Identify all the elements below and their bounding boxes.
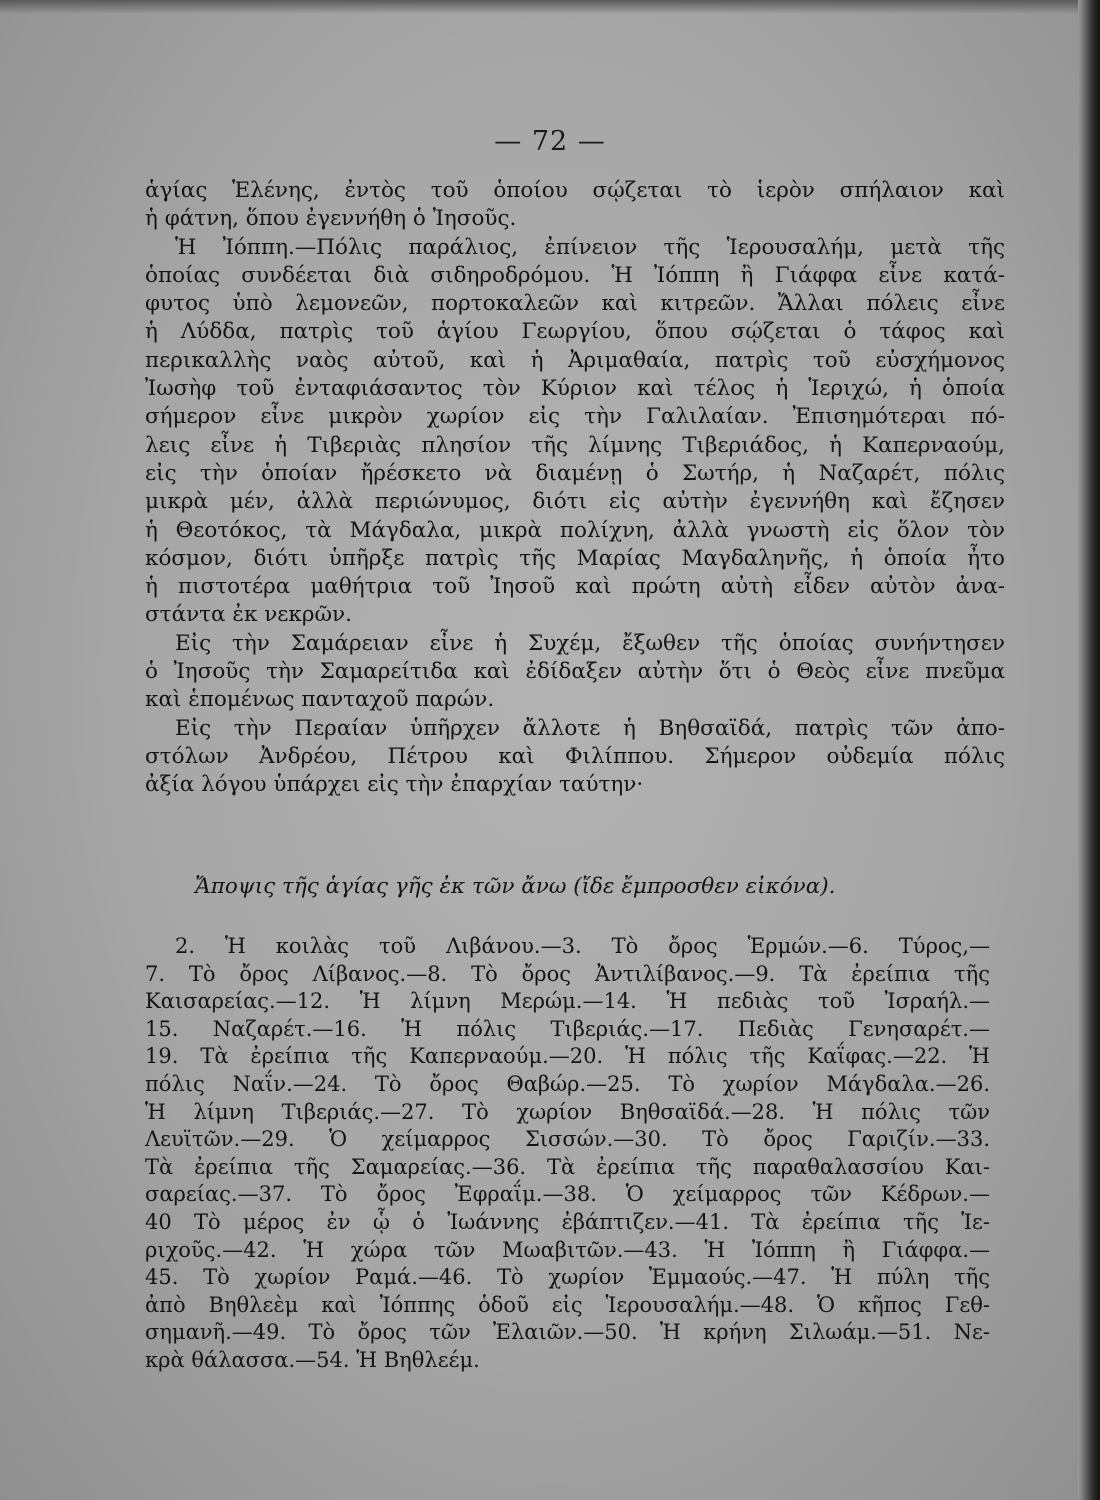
body-line: Εἰς τὴν Περαίαν ὑπῆρχεν ἄλλοτε ἡ Βηθσαϊδά, πατρὶς τῶν ἀπο- (175, 715, 1005, 741)
legend-line: σημανῆ.—49. Τὸ ὄρος τῶν Ἐλαιῶν.—50. Ἡ κρήνη Σιλωάμ.—51. Νε- (145, 1320, 990, 1345)
body-line: κόσμον, διότι ὑπῆρξε πατρὶς τῆς Μαρίας Μαγδαληνῆς, ἡ ὁποία ἦτο (145, 545, 1005, 571)
body-line: ἡ Θεοτόκος, τὰ Μάγδαλα, μικρὰ πολίχνη, ἀλλὰ γνωστὴ εἰς ὅλον τὸν (145, 517, 1005, 543)
page-number: — 72 — (494, 126, 606, 157)
body-line: ὁποίας συνδέεται διὰ σιδηροδρόμου. Ἡ Ἰόππη ἢ Γιάφφα εἶνε κατά- (145, 262, 1005, 288)
body-line: καὶ ἑπομένως πανταχοῦ παρών. (145, 687, 495, 713)
legend-line: 40 Τὸ μέρος ἐν ᾧ ὁ Ἰωάννης ἐβάπτιζεν.—41. Τὰ ἐρείπια τῆς Ἱε- (145, 1209, 990, 1234)
body-line: φυτος ὑπὸ λεμονεῶν, πορτοκαλεῶν καὶ κιτρεῶν. Ἄλλαι πόλεις εἶνε (145, 291, 1005, 317)
legend-line: ἀπὸ Βηθλεὲμ καὶ Ἰόππης ὁδοῦ εἰς Ἱερουσαλήμ.—48. Ὁ κῆπος Γεθ- (145, 1292, 990, 1317)
body-line: ἡ πιστοτέρα μαθήτρια τοῦ Ἰησοῦ καὶ πρώτη αὐτὴ εἶδεν αὐτὸν ἀνα- (145, 574, 1005, 600)
legend-line: κρὰ θάλασσα.—54. Ἡ Βηθλεέμ. (145, 1347, 480, 1372)
legend-line: Τὰ ἐρείπια τῆς Σαμαρείας.—36. Τὰ ἐρείπια τῆς παραθαλασσίου Και- (145, 1154, 990, 1179)
body-line: ὁ Ἰησοῦς τὴν Σαμαρείτιδα καὶ ἐδίδαξεν αὐτὴν ὅτι ὁ Θεὸς εἶνε πνεῦμα (145, 659, 1005, 685)
body-line: στόλων Ἀνδρέου, Πέτρου καὶ Φιλίππου. Σήμερον οὐδεμία πόλις (145, 743, 1005, 769)
body-line: περικαλλὴς ναὸς αὐτοῦ, καὶ ἡ Ἀριμαθαία, πατρὶς τοῦ εὐσχήμονος (145, 347, 1005, 373)
body-line: ἡ φάτνη, ὅπου ἐγεννήθη ὁ Ἰησοῦς. (145, 206, 517, 232)
body-line: ἁγίας Ἑλένης, ἐντὸς τοῦ ὁποίου σῴζεται τὸ ἱερὸν σπήλαιον καὶ (145, 178, 1005, 203)
legend-line: σαρείας.—37. Τὸ ὄρος Ἐφραΐμ.—38. Ὁ χείμαρρος τῶν Κέδρων.— (145, 1182, 990, 1207)
body-line: λεις εἶνε ἡ Τιβεριὰς πλησίον τῆς λίμνης Τιβεριάδος, ἡ Καπερναούμ, (145, 432, 1005, 458)
legend-line: πόλις Ναΐν.—24. Τὸ ὄρος Θαβώρ.—25. Τὸ χωρίον Μάγδαλα.—26. (145, 1071, 990, 1096)
legend-line: 7. Τὸ ὄρος Λίβανος.—8. Τὸ ὄρος Ἀντιλίβανος.—9. Τὰ ἐρείπια τῆς (145, 961, 990, 986)
page-binding-edge (1078, 0, 1100, 1500)
page-top-shadow (0, 0, 1100, 14)
body-line: στάντα ἐκ νεκρῶν. (145, 602, 352, 628)
legend-line: ριχοῦς.—42. Ἡ χώρα τῶν Μωαβιτῶν.—43. Ἡ Ἰόππη ἢ Γιάφφα.— (145, 1237, 990, 1262)
legend-line: 19. Τὰ ἐρείπια τῆς Καπερναούμ.—20. Ἡ πόλις τῆς Καΐφας.—22. Ἡ (145, 1044, 990, 1069)
body-line: Εἰς τὴν Σαμάρειαν εἶνε ἡ Συχέμ, ἔξωθεν τῆς ὁποίας συνήντησεν (175, 630, 1005, 656)
legend-line: 15. Ναζαρέτ.—16. Ἡ πόλις Τιβεριάς.—17. Πεδιὰς Γενησαρέτ.— (145, 1016, 990, 1041)
illustration-caption: Ἄποψις τῆς ἁγίας γῆς ἐκ τῶν ἄνω (ἴδε ἔμπροσθεν εἰκόνα). (195, 874, 836, 899)
body-line: ἡ Λύδδα, πατρὶς τοῦ ἁγίου Γεωργίου, ὅπου σῴζεται ὁ τάφος καὶ (145, 319, 1005, 345)
legend-line: 2. Ἡ κοιλὰς τοῦ Λιβάνου.—3. Τὸ ὄρος Ἑρμών.—6. Τύρος,— (175, 934, 990, 958)
illustration-legend (145, 933, 990, 1375)
legend-line: Ἡ λίμνη Τιβεριάς.—27. Τὸ χωρίον Βηθσαϊδά.—28. Ἡ πόλις τῶν (145, 1099, 990, 1124)
body-line: εἰς τὴν ὁποίαν ἤρέσκετο νὰ διαμένῃ ὁ Σωτήρ, ἡ Ναζαρέτ, πόλις (145, 460, 1005, 486)
legend-line: 45. Τὸ χωρίον Ραμά.—46. Τὸ χωρίον Ἐμμαούς.—47. Ἡ πύλη τῆς (145, 1265, 990, 1290)
body-line: Ἡ Ἰόππη.—Πόλις παράλιος, ἐπίνειον τῆς Ἱερουσαλήμ, μετὰ τῆς (175, 234, 1005, 260)
legend-line: Λευϊτῶν.—29. Ὁ χείμαρρος Σισσών.—30. Τὸ ὄρος Γαριζίν.—33. (145, 1127, 990, 1152)
body-text (145, 177, 1005, 800)
legend-line: Καισαρείας.—12. Ἡ λίμνη Μερώμ.—14. Ἡ πεδιὰς τοῦ Ἰσραήλ.— (145, 989, 990, 1014)
body-line: σήμερον εἶνε μικρὸν χωρίον εἰς τὴν Γαλιλαίαν. Ἐπισημότεραι πό- (145, 404, 1005, 430)
body-line: ἀξία λόγου ὑπάρχει εἰς τὴν ἐπαρχίαν ταύτην· (145, 772, 644, 798)
body-line: μικρὰ μέν, ἀλλὰ περιώνυμος, διότι εἰς αὐτὴν ἐγεννήθη καὶ ἔζησεν (145, 489, 1005, 515)
body-line: Ἰωσὴφ τοῦ ἐνταφιάσαντος τὸν Κύριον καὶ τέλος ἡ Ἱεριχώ, ἡ ὁποία (145, 376, 1005, 402)
